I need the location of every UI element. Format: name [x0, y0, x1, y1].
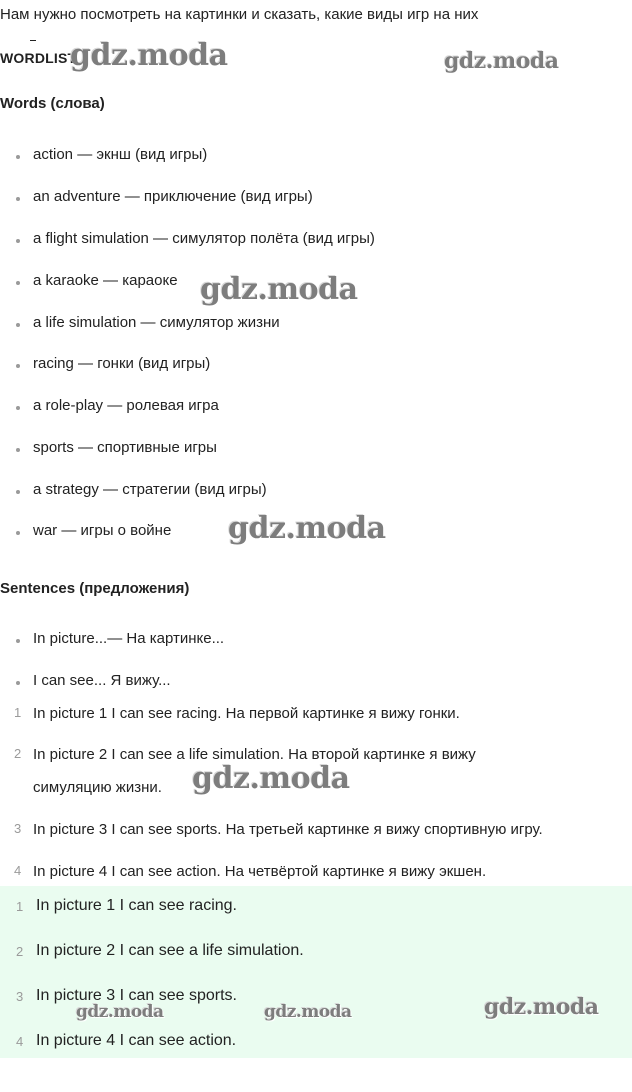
- list-item-text: war — игры о войне: [33, 522, 172, 539]
- watermark: gdz.moda: [192, 761, 350, 796]
- item-number: 2: [16, 944, 24, 959]
- bullet-icon: [16, 364, 20, 368]
- words-heading: Words (слова): [0, 95, 105, 112]
- item-text: In picture 3 I can see sports.: [36, 987, 237, 1004]
- item-text: In picture 4 I can see action. На четвёртой картинке я вижу экшен.: [33, 863, 487, 880]
- watermark: gdz.moda: [76, 1002, 164, 1022]
- item-text: In picture 3 I can see sports. На третьей картинке я вижу спортивную игру.: [33, 821, 543, 838]
- item-text: In picture 1 I can see racing. На первой картинке я вижу гонки.: [33, 705, 460, 722]
- bullet-icon: [16, 490, 20, 494]
- item-number: 4: [16, 1034, 24, 1049]
- item-number: 4: [14, 863, 22, 878]
- bullet-icon: [16, 197, 20, 201]
- sentences-heading: Sentences (предложения): [0, 580, 190, 597]
- item-number: 1: [14, 705, 22, 720]
- answer-box: [0, 886, 632, 1058]
- list-item-text: a karaoke — караоке: [33, 272, 178, 289]
- bullet-icon: [16, 281, 20, 285]
- watermark: gdz.moda: [264, 1002, 352, 1022]
- list-item-text: a strategy — стратегии (вид игры): [33, 481, 267, 498]
- item-number: 2: [14, 746, 22, 761]
- watermark: gdz.moda: [484, 994, 599, 1020]
- list-item-text: a role-play — ролевая игра: [33, 397, 219, 414]
- list-item-text: In picture...— На картинке...: [33, 630, 225, 647]
- item-text: In picture 1 I can see racing.: [36, 897, 237, 914]
- list-item-text: a flight simulation — симулятор полёта (вид игры): [33, 230, 375, 247]
- item-text: In picture 2 I can see a life simulation.: [36, 942, 304, 959]
- bullet-icon: [16, 155, 20, 159]
- watermark: gdz.moda: [444, 48, 559, 74]
- item-number: 1: [16, 899, 24, 914]
- bullet-icon: [16, 448, 20, 452]
- watermark: gdz.moda: [70, 38, 228, 73]
- item-number: 3: [16, 989, 24, 1004]
- item-text: In picture 4 I can see action.: [36, 1032, 237, 1049]
- bullet-icon: [16, 239, 20, 243]
- wordlist-label: WORDLIST: [0, 50, 77, 66]
- watermark: gdz.moda: [200, 272, 358, 307]
- bullet-icon: [16, 531, 20, 535]
- bullet-icon: [16, 406, 20, 410]
- list-item-text: a life simulation — симулятор жизни: [33, 314, 280, 331]
- watermark: gdz.moda: [228, 511, 386, 546]
- list-item-text: action — экнш (вид игры): [33, 146, 208, 163]
- bullet-icon: [16, 681, 20, 685]
- item-text-continued: симуляцию жизни.: [33, 779, 162, 796]
- bullet-icon: [16, 323, 20, 327]
- intro-text: Нам нужно посмотреть на картинки и сказать, какие виды игр на них: [0, 6, 479, 23]
- item-number: 3: [14, 821, 22, 836]
- list-item-text: sports — спортивные игры: [33, 439, 217, 456]
- bullet-icon: [16, 639, 20, 643]
- decorative-dash: [30, 40, 36, 41]
- list-item-text: an adventure — приключение (вид игры): [33, 188, 313, 205]
- list-item-text: racing — гонки (вид игры): [33, 355, 211, 372]
- item-text: In picture 2 I can see a life simulation. На второй картинке я вижу: [33, 746, 476, 763]
- list-item-text: I can see... Я вижу...: [33, 672, 171, 689]
